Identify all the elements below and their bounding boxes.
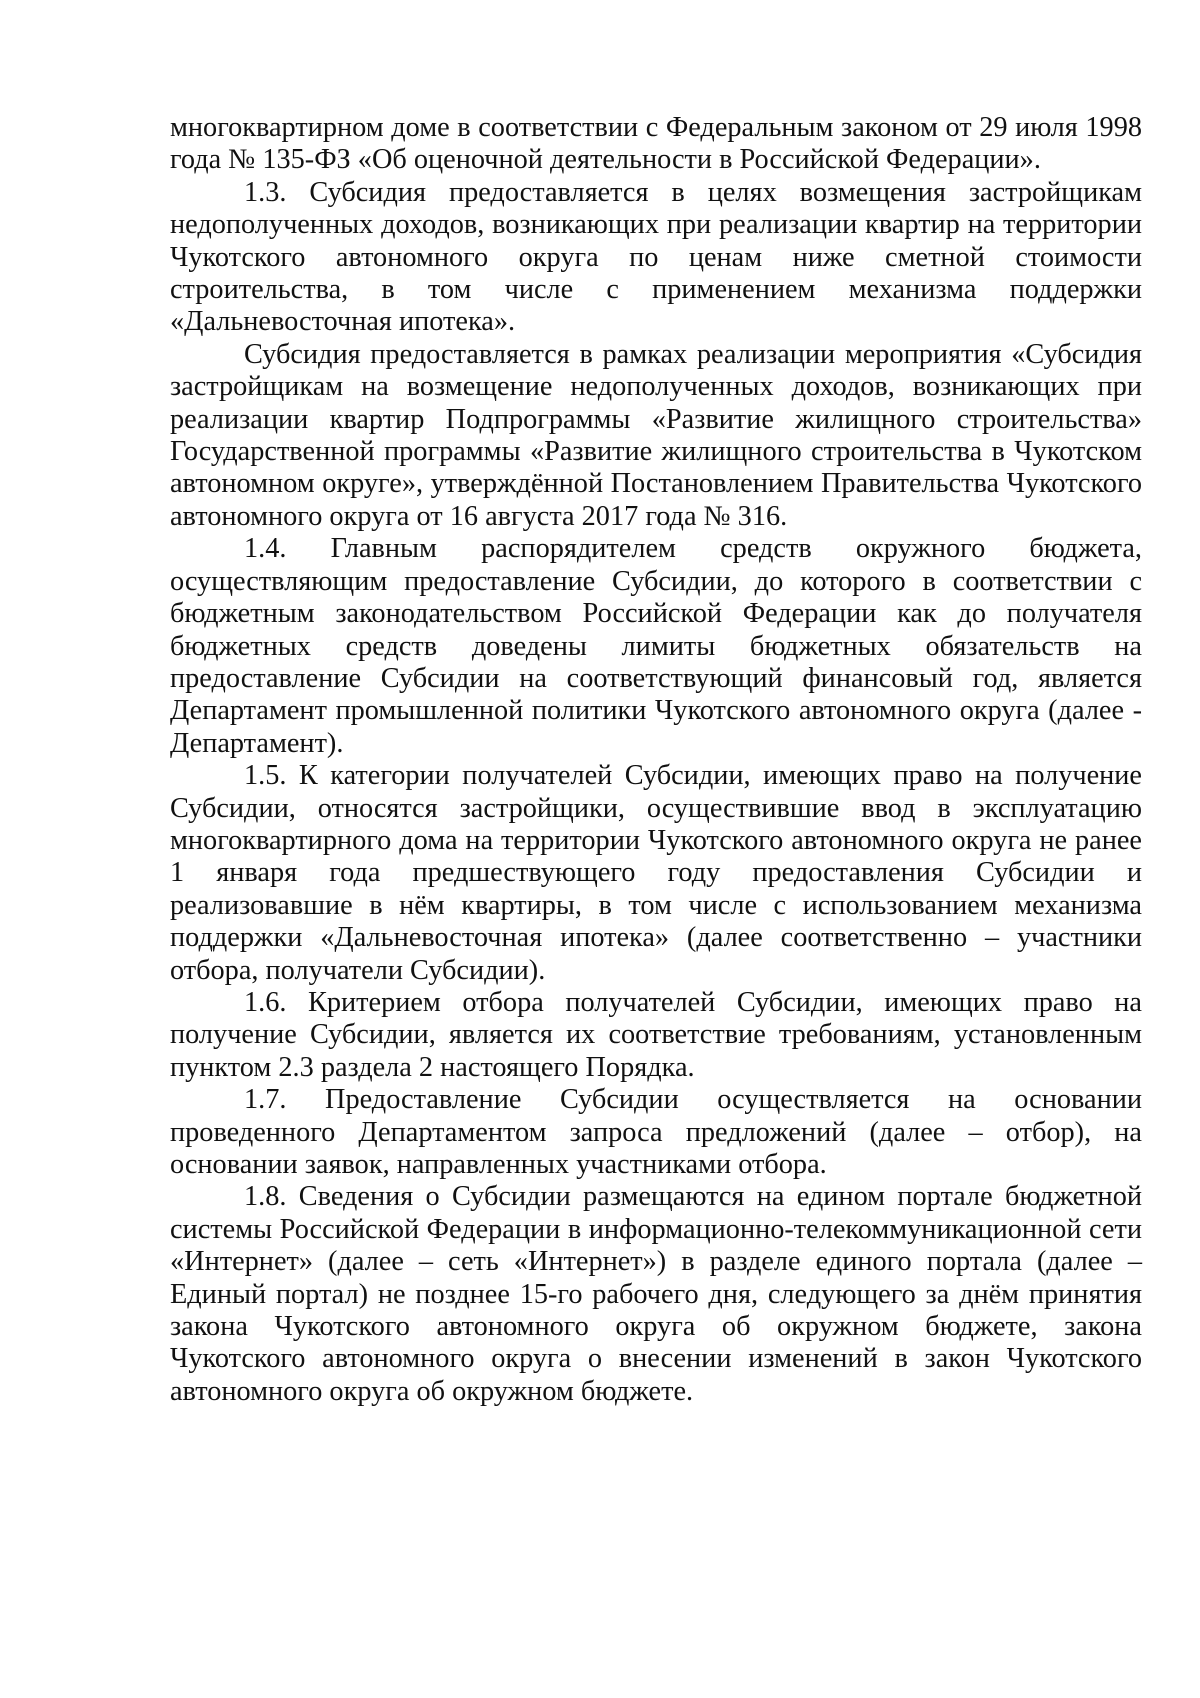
- document-page: [170, 112, 1142, 1408]
- paragraph-1-4: 1.4. Главным распорядителем средств окружного бюджета, осуществляющим предоставление Субсидии, до которого в соответствии с бюджетным законодательством Российской Федерации как до получателя бюджетных средств доведены лимиты бюджетных обязательств на предоставление Субсидии на соответствующий финансовый год, является Департамент промышленной политики Чукотского автономного округа (далее - Департамент).: [170, 533, 1142, 759]
- paragraph-1-8: 1.8. Сведения о Субсидии размещаются на едином портале бюджетной системы Российской Федерации в информационно-телекоммуникационной сети «Интернет» (далее – сеть «Интернет») в разделе единого портала (далее – Единый портал) не позднее 15-го рабочего дня, следующего за днём принятия закона Чукотского автономного округа об окружном бюджете, закона Чукотского автономного округа о внесении изменений в закон Чукотского автономного округа об окружном бюджете.: [170, 1181, 1142, 1407]
- paragraph-continuation: многоквартирном доме в соответствии с Федеральным законом от 29 июля 1998 года № 135-ФЗ «Об оценочной деятельности в Российской Федерации».: [170, 112, 1142, 176]
- paragraph-1-3-subsidy-scope: Субсидия предоставляется в рамках реализации мероприятия «Субсидия застройщикам на возмещение недополученных доходов, возникающих при реализации квартир Подпрограммы «Развитие жилищного строительства» Государственной программы «Развитие жилищного строительства в Чукотском автономном округе», утверждённой Постановлением Правительства Чукотского автономного округа от 16 августа 2017 года № 316.: [170, 338, 1142, 532]
- paragraph-1-7: 1.7. Предоставление Субсидии осуществляется на основании проведенного Департаментом запроса предложений (далее – отбор), на основании заявок, направленных участниками отбора.: [170, 1084, 1142, 1180]
- paragraph-1-3: 1.3. Субсидия предоставляется в целях возмещения застройщикам недополученных доходов, возникающих при реализации квартир на территории Чукотского автономного округа по ценам ниже сметной стоимости строительства, в том числе с применением механизма поддержки «Дальневосточная ипотека».: [170, 176, 1142, 338]
- paragraph-1-5: 1.5. К категории получателей Субсидии, имеющих право на получение Субсидии, относятся застройщики, осуществившие ввод в эксплуатацию многоквартирного дома на территории Чукотского автономного округа не ранее 1 января года предшествующего году предоставления Субсидии и реализовавшие в нём квартиры, в том числе с использованием механизма поддержки «Дальневосточная ипотека» (далее соответственно – участники отбора, получатели Субсидии).: [170, 760, 1142, 986]
- paragraph-1-6: 1.6. Критерием отбора получателей Субсидии, имеющих право на получение Субсидии, является их соответствие требованиям, установленным пунктом 2.3 раздела 2 настоящего Порядка.: [170, 986, 1142, 1083]
